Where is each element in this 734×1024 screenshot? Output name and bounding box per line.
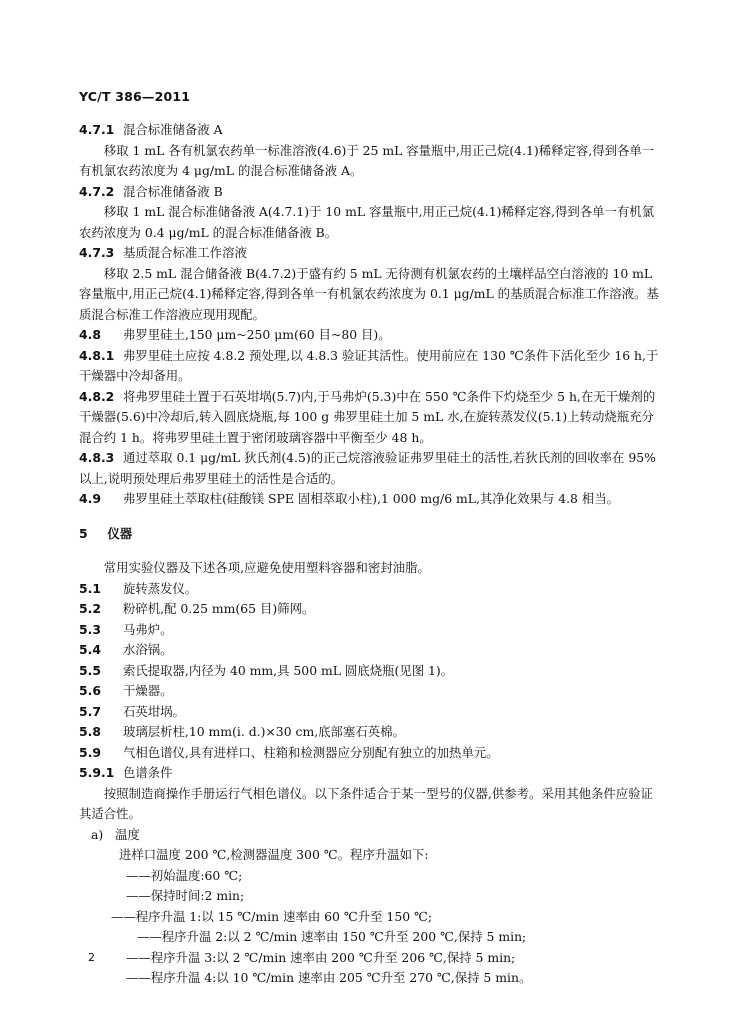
clause-4-8 <box>79 325 661 346</box>
section-intro: 常用实验仪器及下述各项,应避免使用塑料容器和密封油脂。 <box>103 560 430 575</box>
clause-paragraph: 移取 1 mL 混合标准储备液 A(4.7.1)于 10 mL 容量瓶中,用正己烷(4.1)稀释定容,得到各单一有机氯农药浓度为 0.4 μg/mL 的混合标准储备液 B。 <box>79 204 655 240</box>
program-step: ——程序升温 4:以 10 ℃/min 速率由 205 ℃升至 270 ℃,保持 5 min。 <box>126 970 532 985</box>
list-title: 温度 <box>115 826 140 842</box>
section-title: 仪器 <box>107 525 133 541</box>
temperature-heading <box>79 825 661 846</box>
page-number: 2 <box>88 951 95 964</box>
item-5-3 <box>79 620 661 641</box>
clause-number: 4.7.1 <box>79 122 115 137</box>
clause-number: 4.7.3 <box>79 245 115 260</box>
clause-4-8-1 <box>79 346 661 387</box>
clause-4-7-3 <box>79 243 661 264</box>
item-number: 5.7 <box>79 703 101 719</box>
section-number: 5 <box>79 525 88 541</box>
program-step: ——保持时间:2 min; <box>126 888 245 903</box>
section-heading <box>79 524 661 545</box>
item-text: 索氏提取器,内径为 40 mm,具 500 mL 圆底烧瓶(见图 1)。 <box>122 662 454 678</box>
item-text: 石英坩埚。 <box>122 703 185 719</box>
item-5-2 <box>79 599 661 620</box>
clause-title: 混合标准储备液 A <box>122 122 223 137</box>
item-number: 5.1 <box>79 580 101 596</box>
program-step: ——程序升温 2:以 2 ℃/min 速率由 150 ℃升至 200 ℃,保持 5 min; <box>137 929 527 944</box>
clause-paragraph: 移取 2.5 mL 混合储备液 B(4.7.2)于盛有约 5 mL 无待测有机氯农药的土壤样品空白溶液的 10 mL 容量瓶中,用正己烷(4.1)稀释定容,得到各单一有机氯农药浓度为 0.1 μg/mL 的基质混合标准工作溶液。基质混合标准工作溶液应现用现配。 <box>79 265 659 322</box>
clause-text: 将弗罗里硅土置于石英坩埚(5.7)内,于马弗炉(5.3)中在 550 ℃条件下灼烧至少 5 h,在无干燥剂的干燥器(5.6)中冷却后,转入圆底烧瓶,每 100 g 弗罗里硅土加 5 mL 水,在旋转蒸发仪(5.1)上转动烧瓶充分混合约 1 h。将弗罗里硅土置于密闭玻璃容器中平衡至少 48 h。 <box>79 388 656 445</box>
item-number: 5.8 <box>79 724 101 739</box>
conditions-intro: 按照制造商操作手册运行气相色谱仪。以下条件适合于某一型号的仪器,供参考。采用其他条件应验证其适合性。 <box>79 785 653 821</box>
item-5-6 <box>79 681 661 702</box>
item-number: 5.3 <box>79 621 101 637</box>
standard-code: YC/T 386—2011 <box>79 89 191 104</box>
clause-number: 4.8.3 <box>79 450 115 465</box>
section-gap <box>79 510 661 524</box>
item-text: 水浴锅。 <box>122 642 173 657</box>
clause-paragraph: 移取 1 mL 各有机氯农药单一标准溶液(4.6)于 25 mL 容量瓶中,用正己烷(4.1)稀释定容,得到各单一有机氯农药浓度为 4 μg/mL 的混合标准储备液 A。 <box>79 142 655 178</box>
item-text: 干燥器。 <box>122 683 173 698</box>
clause-number: 4.7.2 <box>79 183 115 199</box>
item-5-9 <box>79 743 661 764</box>
item-text: 马弗炉。 <box>122 621 173 637</box>
clause-4-9 <box>79 489 661 510</box>
clause-number: 4.8.2 <box>79 388 115 404</box>
clause-text: 通过萃取 0.1 μg/mL 狄氏剂(4.5)的正己烷溶液验证弗罗里硅土的活性,若狄氏剂的回收率在 95% 以上,说明预处理后弗罗里硅土的活性是合适的。 <box>79 450 656 486</box>
item-text: 粉碎机,配 0.25 mm(65 目)筛网。 <box>122 601 315 616</box>
clause-title: 基质混合标准工作溶液 <box>122 245 247 260</box>
item-number: 5.6 <box>79 683 101 698</box>
item-number: 5.9 <box>79 744 101 760</box>
item-5-4 <box>79 640 661 661</box>
clause-4-7-2 <box>79 182 661 203</box>
clause-number: 4.9 <box>79 491 101 506</box>
item-5-9-1 <box>79 763 661 784</box>
item-number: 5.9.1 <box>79 765 115 780</box>
body-content <box>79 120 661 989</box>
item-number: 5.5 <box>79 662 101 678</box>
program-step: ——程序升温 3:以 2 ℃/min 速率由 200 ℃升至 206 ℃,保持 5 min; <box>126 949 516 965</box>
list-label: a) <box>91 826 104 842</box>
item-text: 旋转蒸发仪。 <box>122 580 198 596</box>
item-number: 5.2 <box>79 601 101 616</box>
item-5-1 <box>79 579 661 600</box>
program-step: ——程序升温 1:以 15 ℃/min 速率由 60 ℃升至 150 ℃; <box>111 908 433 924</box>
section-gap <box>79 544 661 558</box>
item-text: 玻璃层析柱,10 mm(i. d.)×30 cm,底部塞石英棉。 <box>122 724 405 739</box>
clause-text: 弗罗里硅土应按 4.8.2 预处理,以 4.8.3 验证其活性。使用前应在 130 ℃条件下活化至少 16 h,于干燥器中冷却备用。 <box>79 347 659 383</box>
clause-text: 弗罗里硅土,150 μm~250 μm(60 目~80 目)。 <box>122 327 391 342</box>
temperature-line: 进样口温度 200 ℃,检测器温度 300 ℃。程序升温如下: <box>119 847 429 862</box>
item-5-8 <box>79 722 661 743</box>
item-text: 气相色谱仪,具有进样口、柱箱和检测器应分别配有独立的加热单元。 <box>122 744 499 760</box>
clause-4-7-1 <box>79 120 661 141</box>
clause-text: 弗罗里硅土萃取柱(硅酸镁 SPE 固相萃取小柱),1 000 mg/6 mL,其净化效果与 4.8 相当。 <box>122 491 620 506</box>
item-number: 5.4 <box>79 642 101 657</box>
clause-4-8-2 <box>79 387 661 449</box>
clause-number: 4.8 <box>79 327 101 342</box>
item-5-5 <box>79 661 661 682</box>
item-5-7 <box>79 702 661 723</box>
clause-number: 4.8.1 <box>79 347 115 363</box>
clause-4-8-3 <box>79 448 661 489</box>
program-step: ——初始温度:60 ℃; <box>126 867 243 883</box>
clause-title: 混合标准储备液 B <box>122 183 223 199</box>
item-text: 色谱条件 <box>122 765 173 780</box>
